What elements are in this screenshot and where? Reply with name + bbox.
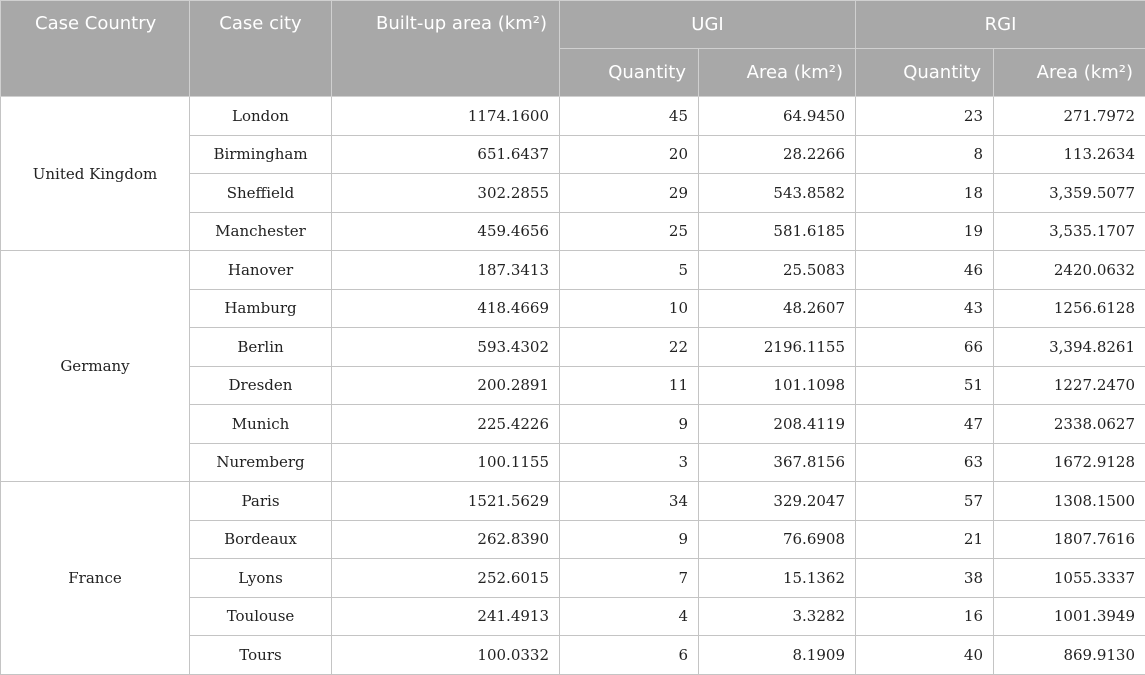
city-cell: Tours	[190, 636, 332, 675]
ugi-area-cell: 8.1909	[699, 636, 856, 675]
rgi-area-cell: 1001.3949	[994, 597, 1145, 636]
city-cell: Bordeaux	[190, 520, 332, 559]
ugi-area-cell: 208.4119	[699, 405, 856, 444]
built-up-cell: 225.4226	[332, 405, 560, 444]
table-header	[1, 1, 1145, 97]
header-built-up-area: Built-up area (km²)	[332, 1, 560, 97]
table-body	[1, 97, 1145, 675]
table-row	[1, 251, 1145, 290]
ugi-quantity-cell: 7	[560, 559, 699, 598]
country-cell: Germany	[1, 251, 190, 482]
header-case-country: Case Country	[1, 1, 190, 97]
ugi-quantity-cell: 9	[560, 520, 699, 559]
ugi-area-cell: 543.8582	[699, 174, 856, 213]
ugi-area-cell: 76.6908	[699, 520, 856, 559]
rgi-quantity-cell: 38	[856, 559, 994, 598]
header-case-city: Case city	[190, 1, 332, 97]
built-up-cell: 1521.5629	[332, 482, 560, 521]
table-row	[1, 97, 1145, 136]
ugi-area-cell: 2196.1155	[699, 328, 856, 367]
rgi-area-cell: 1055.3337	[994, 559, 1145, 598]
table-row	[1, 482, 1145, 521]
rgi-quantity-cell: 8	[856, 135, 994, 174]
city-cell: Munich	[190, 405, 332, 444]
city-cell: Paris	[190, 482, 332, 521]
rgi-quantity-cell: 57	[856, 482, 994, 521]
ugi-quantity-cell: 22	[560, 328, 699, 367]
built-up-cell: 241.4913	[332, 597, 560, 636]
rgi-area-cell: 1256.6128	[994, 289, 1145, 328]
header-rgi: RGI	[856, 1, 1145, 49]
built-up-cell: 187.3413	[332, 251, 560, 290]
rgi-area-cell: 3,359.5077	[994, 174, 1145, 213]
built-up-cell: 1174.1600	[332, 97, 560, 136]
ugi-quantity-cell: 4	[560, 597, 699, 636]
ugi-area-cell: 28.2266	[699, 135, 856, 174]
rgi-quantity-cell: 21	[856, 520, 994, 559]
country-cell: United Kingdom	[1, 97, 190, 251]
rgi-quantity-cell: 16	[856, 597, 994, 636]
rgi-area-cell: 1672.9128	[994, 443, 1145, 482]
city-cell: Hanover	[190, 251, 332, 290]
rgi-area-cell: 271.7972	[994, 97, 1145, 136]
ugi-quantity-cell: 29	[560, 174, 699, 213]
rgi-area-cell: 1807.7616	[994, 520, 1145, 559]
ugi-area-cell: 367.8156	[699, 443, 856, 482]
ugi-quantity-cell: 9	[560, 405, 699, 444]
ugi-quantity-cell: 34	[560, 482, 699, 521]
city-cell: Lyons	[190, 559, 332, 598]
ugi-quantity-cell: 3	[560, 443, 699, 482]
rgi-quantity-cell: 23	[856, 97, 994, 136]
city-cell: Hamburg	[190, 289, 332, 328]
ugi-area-cell: 25.5083	[699, 251, 856, 290]
rgi-area-cell: 113.2634	[994, 135, 1145, 174]
rgi-quantity-cell: 51	[856, 366, 994, 405]
built-up-cell: 100.0332	[332, 636, 560, 675]
rgi-area-cell: 2338.0627	[994, 405, 1145, 444]
rgi-quantity-cell: 40	[856, 636, 994, 675]
ugi-quantity-cell: 25	[560, 212, 699, 251]
rgi-quantity-cell: 46	[856, 251, 994, 290]
rgi-quantity-cell: 18	[856, 174, 994, 213]
built-up-cell: 459.4656	[332, 212, 560, 251]
header-ugi-area: Area (km²)	[699, 49, 856, 97]
ugi-area-cell: 329.2047	[699, 482, 856, 521]
built-up-cell: 302.2855	[332, 174, 560, 213]
city-cell: Toulouse	[190, 597, 332, 636]
ugi-quantity-cell: 20	[560, 135, 699, 174]
country-cell: France	[1, 482, 190, 675]
ugi-area-cell: 101.1098	[699, 366, 856, 405]
rgi-quantity-cell: 66	[856, 328, 994, 367]
rgi-area-cell: 869.9130	[994, 636, 1145, 675]
built-up-cell: 100.1155	[332, 443, 560, 482]
built-up-cell: 262.8390	[332, 520, 560, 559]
ugi-quantity-cell: 11	[560, 366, 699, 405]
city-cell: London	[190, 97, 332, 136]
city-cell: Manchester	[190, 212, 332, 251]
rgi-quantity-cell: 19	[856, 212, 994, 251]
rgi-area-cell: 3,535.1707	[994, 212, 1145, 251]
built-up-cell: 200.2891	[332, 366, 560, 405]
rgi-area-cell: 1308.1500	[994, 482, 1145, 521]
ugi-quantity-cell: 45	[560, 97, 699, 136]
header-ugi-quantity: Quantity	[560, 49, 699, 97]
rgi-quantity-cell: 63	[856, 443, 994, 482]
built-up-cell: 252.6015	[332, 559, 560, 598]
rgi-area-cell: 3,394.8261	[994, 328, 1145, 367]
rgi-area-cell: 1227.2470	[994, 366, 1145, 405]
ugi-area-cell: 581.6185	[699, 212, 856, 251]
built-up-cell: 593.4302	[332, 328, 560, 367]
rgi-quantity-cell: 47	[856, 405, 994, 444]
header-ugi: UGI	[560, 1, 856, 49]
ugi-area-cell: 48.2607	[699, 289, 856, 328]
city-cell: Nuremberg	[190, 443, 332, 482]
ugi-quantity-cell: 6	[560, 636, 699, 675]
city-cell: Berlin	[190, 328, 332, 367]
header-rgi-area: Area (km²)	[994, 49, 1145, 97]
ugi-quantity-cell: 5	[560, 251, 699, 290]
header-rgi-quantity: Quantity	[856, 49, 994, 97]
rgi-quantity-cell: 43	[856, 289, 994, 328]
ugi-quantity-cell: 10	[560, 289, 699, 328]
ugi-area-cell: 3.3282	[699, 597, 856, 636]
built-up-cell: 651.6437	[332, 135, 560, 174]
rgi-area-cell: 2420.0632	[994, 251, 1145, 290]
city-cell: Birmingham	[190, 135, 332, 174]
built-up-cell: 418.4669	[332, 289, 560, 328]
city-cell: Dresden	[190, 366, 332, 405]
ugi-area-cell: 64.9450	[699, 97, 856, 136]
ugi-area-cell: 15.1362	[699, 559, 856, 598]
city-cell: Sheffield	[190, 174, 332, 213]
